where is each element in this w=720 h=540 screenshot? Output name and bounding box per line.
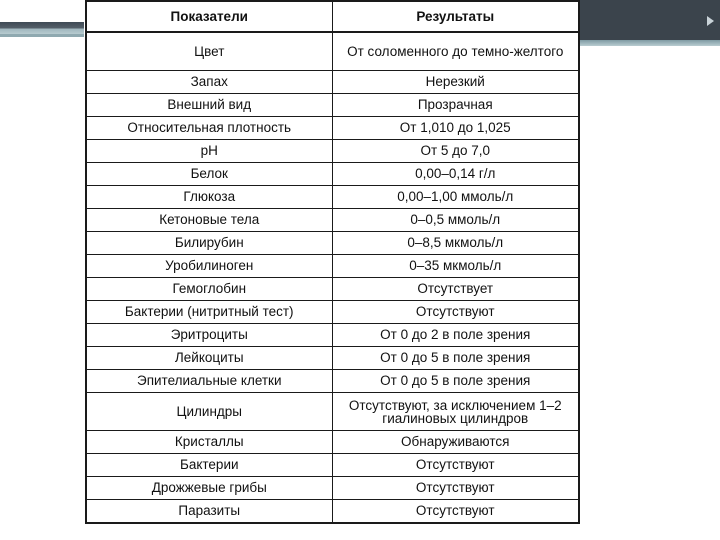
parameter-cell: Внешний вид: [86, 94, 332, 117]
header-decor-right: [578, 0, 720, 40]
result-cell: Отсутствуют: [332, 301, 579, 324]
result-cell: От 5 до 7,0: [332, 140, 579, 163]
table-row: [86, 117, 579, 140]
parameter-cell: Белок: [86, 163, 332, 186]
parameter-cell: Бактерии: [86, 454, 332, 477]
parameter-cell: Гемоглобин: [86, 278, 332, 301]
table-row: [86, 477, 579, 500]
parameter-cell: Лейкоциты: [86, 347, 332, 370]
result-cell: Прозрачная: [332, 94, 579, 117]
result-cell: От 1,010 до 1,025: [332, 117, 579, 140]
table-row: [86, 393, 579, 431]
table-row: [86, 140, 579, 163]
table-row: [86, 370, 579, 393]
result-cell: От 0 до 2 в поле зрения: [332, 324, 579, 347]
parameter-cell: Относительная плотность: [86, 117, 332, 140]
table-row: [86, 232, 579, 255]
column-header-results: Результаты: [332, 1, 579, 32]
result-cell: Отсутствуют: [332, 454, 579, 477]
column-header-parameters: Показатели: [86, 1, 332, 32]
result-cell: 0,00–1,00 ммоль/л: [332, 186, 579, 209]
parameter-cell: pH: [86, 140, 332, 163]
table-row: [86, 347, 579, 370]
result-cell: Отсутствуют: [332, 477, 579, 500]
header-decor-right-band: [578, 40, 720, 46]
table-row: [86, 94, 579, 117]
table-row: [86, 500, 579, 524]
result-cell: От 0 до 5 в поле зрения: [332, 370, 579, 393]
table-header-row: [86, 1, 579, 32]
parameter-cell: Паразиты: [86, 500, 332, 524]
table-row: [86, 301, 579, 324]
parameter-cell: Кристаллы: [86, 431, 332, 454]
result-cell: Обнаруживаются: [332, 431, 579, 454]
header-decor-left: [0, 22, 84, 34]
urinalysis-reference-table: [85, 0, 580, 524]
table-row: [86, 163, 579, 186]
parameter-cell: Уробилиноген: [86, 255, 332, 278]
result-cell: Отсутствуют, за исключением 1–2 гиалиновых цилиндров: [332, 393, 579, 431]
table-row: [86, 209, 579, 232]
table-row: [86, 454, 579, 477]
result-cell: 0–35 мкмоль/л: [332, 255, 579, 278]
slide-arrow-icon: [707, 16, 714, 26]
parameter-cell: Эритроциты: [86, 324, 332, 347]
result-cell: От 0 до 5 в поле зрения: [332, 347, 579, 370]
parameter-cell: Цилиндры: [86, 393, 332, 431]
result-cell: От соломенного до темно-желтого: [332, 32, 579, 71]
result-cell: 0,00–0,14 г/л: [332, 163, 579, 186]
table-row: [86, 71, 579, 94]
result-cell: 0–8,5 мкмоль/л: [332, 232, 579, 255]
parameter-cell: Эпителиальные клетки: [86, 370, 332, 393]
result-cell: Отсутствуют: [332, 500, 579, 524]
table-row: [86, 32, 579, 71]
result-cell: Отсутствует: [332, 278, 579, 301]
parameter-cell: Дрожжевые грибы: [86, 477, 332, 500]
parameter-cell: Цвет: [86, 32, 332, 71]
parameter-cell: Билирубин: [86, 232, 332, 255]
parameter-cell: Кетоновые тела: [86, 209, 332, 232]
parameter-cell: Запах: [86, 71, 332, 94]
table-row: [86, 324, 579, 347]
table-row: [86, 186, 579, 209]
parameter-cell: Глюкоза: [86, 186, 332, 209]
parameter-cell: Бактерии (нитритный тест): [86, 301, 332, 324]
table-row: [86, 278, 579, 301]
result-cell: 0–0,5 ммоль/л: [332, 209, 579, 232]
result-cell: Нерезкий: [332, 71, 579, 94]
table-row: [86, 431, 579, 454]
table-row: [86, 255, 579, 278]
